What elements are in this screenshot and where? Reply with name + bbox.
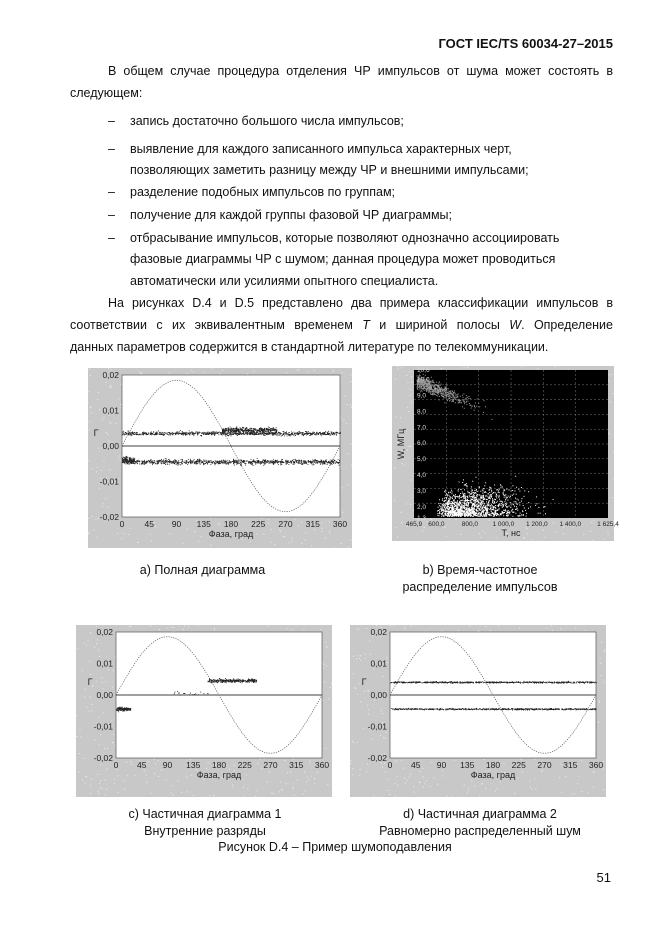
y-axis-label: Г (361, 677, 367, 687)
x-tick-label: 270 (263, 760, 278, 770)
y-tick-label: 1,3 (417, 515, 427, 522)
caption-b-line-2: распределение импульсов (402, 580, 558, 594)
x-axis-label: Фаза, град (196, 770, 242, 780)
y-tick-label: 0,02 (102, 370, 119, 380)
x-axis-label: Т, нс (501, 528, 521, 538)
y-tick-label: 0,02 (370, 627, 387, 637)
x-tick-label: 45 (144, 519, 154, 529)
bullet-item-line: автоматически или усилиями опытного специалиста. (130, 274, 439, 288)
bullet-dash: – (108, 185, 115, 199)
para2-line-2 (70, 314, 613, 336)
y-tick-label: 10,6 (417, 367, 430, 374)
bullet-dash: – (108, 142, 115, 156)
x-tick-label: 270 (537, 760, 552, 770)
x-tick-label: 1 000,0 (492, 521, 515, 528)
para2-line-3: данных параметров содержится в стандартной литературе по телекоммуникации. (70, 340, 549, 354)
para2-text-a: соответствии с их эквивалентным временем (70, 318, 363, 332)
x-tick-label: 315 (289, 760, 304, 770)
caption-d-line-2: Равномерно распределенный шум (379, 824, 581, 838)
bullet-item-line: отбрасывание импульсов, которые позволяют однозначно ассоциировать (130, 231, 560, 245)
bullet-item-line: фазовые диаграммы ЧР с шумом; данная процедура может проводиться (130, 252, 556, 266)
x-tick-label: 225 (251, 519, 266, 529)
y-tick-label: 0,00 (96, 690, 113, 700)
x-tick-label: 225 (237, 760, 252, 770)
bullet-item-line: позволяющих заметить разницу между ЧР и внешними импульсами; (130, 163, 529, 177)
y-tick-label: 0,01 (96, 658, 113, 669)
x-tick-label: 90 (436, 760, 447, 770)
x-tick-label: 360 (314, 760, 330, 770)
y-axis-label: Г (93, 428, 99, 438)
x-tick-label: 315 (563, 760, 578, 770)
y-tick-label: 6,0 (417, 440, 427, 448)
y-axis-label: W, МГц (396, 428, 406, 460)
y-tick-label: 0,02 (96, 627, 113, 637)
x-tick-label: 315 (305, 519, 320, 529)
caption-a: a) Полная диаграмма (139, 563, 266, 577)
intro-line-2: следующем: (70, 86, 143, 100)
y-tick-label: -0,02 (93, 753, 113, 763)
x-tick-label: 800,0 (461, 521, 479, 528)
y-tick-label: -0,02 (99, 512, 119, 522)
y-tick-label: 7,0 (417, 424, 427, 432)
x-tick-label: 135 (186, 760, 201, 770)
y-tick-label: 4,0 (417, 472, 427, 480)
x-tick-label: 600,0 (428, 521, 445, 528)
y-tick-label: 0,00 (102, 441, 119, 451)
bullet-item-line: разделение подобных импульсов по группам; (130, 185, 396, 199)
y-tick-label: -0,01 (367, 721, 387, 732)
y-tick-label: 10,0 (417, 376, 430, 384)
x-tick-label: 90 (162, 760, 173, 770)
plot-b-time-frequency-map (392, 366, 619, 541)
caption-c-line-2: Внутренние разряды (144, 824, 266, 838)
plot-c-partial-diagram-1 (76, 625, 332, 797)
x-tick-label: 135 (460, 760, 475, 770)
y-tick-label: 0,01 (102, 405, 119, 416)
y-axis-label: Г (87, 677, 93, 687)
x-tick-label: 360 (332, 519, 348, 529)
x-tick-label: 180 (485, 760, 501, 770)
x-tick-label: 90 (171, 519, 182, 529)
y-tick-label: -0,01 (99, 476, 119, 487)
bullet-item-line: получение для каждой группы фазовой ЧР диаграммы; (130, 208, 452, 222)
caption-b-line-1: b) Время-частотное (422, 563, 538, 577)
y-tick-label: 0,00 (370, 690, 387, 700)
x-tick-label: 1 625,4 (597, 521, 619, 528)
intro-line-1: В общем случае процедура отделения ЧР импульсов от шума может состоять в (108, 64, 613, 78)
x-tick-label: 465,9 (405, 521, 423, 528)
x-tick-label: 45 (411, 760, 421, 770)
x-tick-label: 225 (511, 760, 526, 770)
x-tick-label: 45 (137, 760, 147, 770)
bullet-item-line: запись достаточно большого числа импульсов; (130, 114, 404, 128)
x-tick-label: 270 (278, 519, 293, 529)
bullet-item-line: выявление для каждого записанного импульса характерных черт, (130, 142, 512, 156)
symbol-W: W (509, 318, 522, 332)
caption-c-line-1: c) Частичная диаграмма 1 (128, 807, 282, 821)
y-tick-label: 3,0 (417, 487, 427, 495)
x-tick-label: 0 (387, 760, 393, 770)
para2-text-c: . Определение (521, 318, 613, 332)
x-tick-label: 1 200,0 (525, 521, 548, 528)
y-tick-label: 9,0 (417, 392, 427, 400)
document-header: ГОСТ IEC/TS 60034-27–2015 (438, 36, 613, 51)
y-tick-label: -0,02 (367, 753, 387, 763)
x-tick-label: 0 (113, 760, 119, 770)
y-tick-label: 8,0 (417, 408, 427, 416)
bullet-dash: – (108, 208, 115, 222)
para2-text-b: и шириной полосы (369, 318, 510, 332)
bullet-dash: – (108, 114, 115, 128)
x-tick-label: 360 (588, 760, 604, 770)
y-tick-label: 2,0 (417, 503, 427, 511)
x-tick-label: 1 400,0 (559, 521, 582, 528)
bullet-dash: – (108, 231, 115, 245)
y-tick-label: 5,0 (417, 456, 427, 464)
caption-d-line-1: d) Частичная диаграмма 2 (403, 807, 557, 821)
plot-d-partial-diagram-2 (350, 625, 606, 797)
plot-a-full-diagram (88, 368, 352, 548)
x-tick-label: 180 (211, 760, 227, 770)
x-tick-label: 0 (119, 519, 125, 529)
x-axis-label: Фаза, град (470, 770, 516, 780)
page-number: 51 (596, 870, 611, 885)
symbol-T: T (362, 318, 370, 332)
x-axis-label: Фаза, град (208, 529, 254, 539)
y-tick-label: -0,01 (93, 721, 113, 732)
y-tick-label: 0,01 (370, 658, 387, 669)
para2-line-1: На рисунках D.4 и D.5 представлено два примера классификации импульсов в (108, 296, 613, 310)
figure-caption: Рисунок D.4 – Пример шумоподавления (218, 840, 452, 854)
x-tick-label: 135 (196, 519, 211, 529)
x-tick-label: 180 (223, 519, 239, 529)
